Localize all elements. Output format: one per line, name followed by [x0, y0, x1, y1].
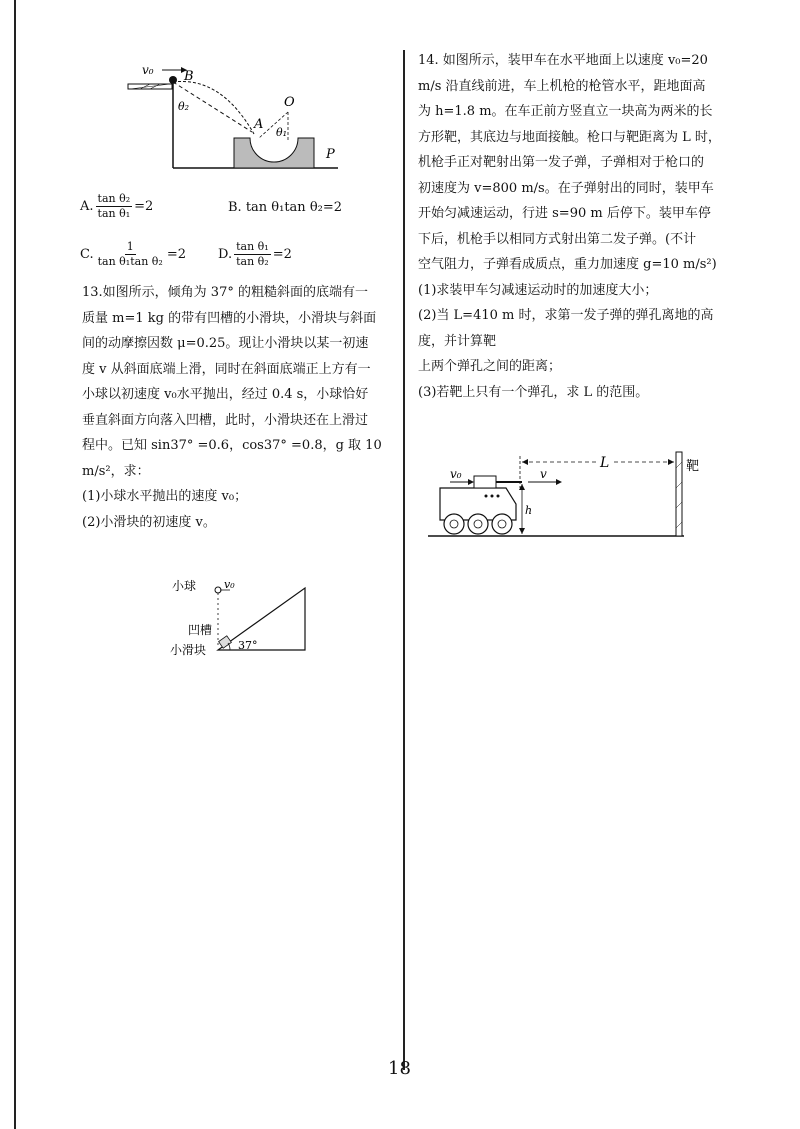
- q14-line: 下后，机枪手以相同方式射出第二发子弹。(不计: [418, 231, 697, 247]
- q13-line: 小球以初速度 v₀水平抛出，经过 0.4 s，小球恰好: [82, 387, 369, 402]
- label-A: A: [254, 117, 264, 132]
- label-O: O: [284, 95, 295, 110]
- option-D-prefix: D.: [218, 247, 233, 262]
- option-A-denominator: tan θ₁: [97, 207, 131, 220]
- q13-line: 垂直斜面方向落入凹槽，此时，小滑块还在上滑过: [82, 412, 369, 428]
- armored-vehicle: [440, 476, 522, 534]
- label-ball: 小球: [172, 579, 197, 593]
- option-D-eq: =2: [272, 247, 292, 262]
- label-theta1: θ₁: [276, 126, 288, 139]
- option-D-denominator: tan θ₂: [236, 255, 269, 268]
- question-14: [418, 48, 730, 405]
- label-h: h: [525, 504, 533, 517]
- grooved-block: [234, 138, 314, 168]
- q14-line: 空气阻力，子弹看成质点，重力加速度 g=10 m/s²): [418, 257, 717, 272]
- option-B-text: B. tan θ₁tan θ₂=2: [228, 200, 343, 215]
- q13-line: 间的动摩擦因数 μ=0.25。现让小滑块以某一初速: [82, 336, 369, 351]
- label-v: v: [540, 467, 547, 481]
- label-target: 靶: [686, 459, 700, 474]
- q14-sub1: (1)求装甲车匀减速运动时的加速度大小；: [418, 282, 658, 298]
- q14-line: m/s 沿直线前进，车上机枪的枪管水平，距地面高: [418, 78, 706, 94]
- q13-line: 13.如图所示，倾角为 37° 的粗糙斜面的底端有一: [82, 285, 368, 300]
- q13-line: m/s²，求：: [82, 463, 150, 479]
- label-theta2: θ₂: [178, 100, 190, 113]
- label-slider: 小滑块: [170, 643, 207, 657]
- figure-q12: [126, 58, 356, 176]
- label-L: L: [600, 455, 610, 471]
- q13-line: 度 v 从斜面底端上滑，同时在斜面底端正上方有一: [82, 361, 371, 377]
- q14-line: 开始匀减速运动，行进 s=90 m 后停下。装甲车停: [418, 206, 711, 221]
- q14-sub3: (3)若靶上只有一个弹孔，求 L 的范围。: [418, 384, 649, 400]
- label-v0: v₀: [450, 467, 462, 481]
- label-v0: v₀: [142, 63, 154, 77]
- option-A-numerator: tan θ₂: [97, 192, 131, 205]
- option-C-eq: =2: [166, 247, 186, 262]
- q14-line: 为 h=1.8 m。在车正前方竖直立一块高为两米的长: [418, 104, 713, 119]
- left-margin-rule: [14, 0, 16, 1129]
- q14-sub2b: 度，并计算靶: [418, 333, 497, 349]
- page-number: 18: [388, 1058, 411, 1079]
- q13-sub2: (2)小滑块的初速度 v。: [82, 514, 216, 530]
- option-C-denominator: tan θ₁tan θ₂: [97, 255, 163, 268]
- option-A-prefix: A.: [80, 199, 94, 214]
- label-groove: 凹槽: [188, 623, 213, 637]
- option-D-numerator: tan θ₁: [236, 240, 269, 253]
- question-13: [82, 280, 387, 535]
- option-A-eq: =2: [134, 199, 154, 214]
- column-divider: [403, 50, 405, 1070]
- option-B: [228, 200, 342, 215]
- option-C: [80, 240, 186, 269]
- option-A: [80, 192, 153, 221]
- q13-sub1: (1)小球水平抛出的速度 v₀；: [82, 489, 248, 504]
- label-angle: 37°: [238, 639, 258, 652]
- label-P: P: [326, 147, 335, 162]
- label-v0: v₀: [224, 578, 235, 591]
- q13-line: 程中。已知 sin37° =0.6，cos37° =0.8，g 取 10: [82, 438, 382, 453]
- q14-line: 方形靶，其底边与地面接触。枪口与靶距离为 L 时，: [418, 129, 721, 145]
- option-C-numerator: 1: [126, 240, 134, 253]
- figure-q13: [168, 570, 318, 660]
- option-D: [218, 240, 292, 269]
- q14-sub2c: 上两个弹孔之间的距离；: [418, 359, 562, 374]
- figure-q14: [428, 448, 718, 548]
- q14-line: 初速度为 v=800 m/s。在子弹射出的同时，装甲车: [418, 180, 714, 196]
- q14-sub2a: (2)当 L=410 m 时，求第一发子弹的弹孔离地的高: [418, 308, 714, 323]
- q14-line: 机枪手正对靶射出第一发子弹，子弹相对于枪口的: [418, 155, 705, 170]
- option-C-prefix: C.: [80, 247, 94, 262]
- q13-line: 质量 m=1 kg 的带有凹槽的小滑块，小滑块与斜面: [82, 310, 377, 326]
- target-board: [676, 452, 682, 536]
- label-B: B: [184, 69, 194, 84]
- incline: [218, 588, 305, 650]
- q14-line: 14. 如图所示，装甲车在水平地面上以速度 v₀=20: [418, 53, 708, 68]
- ball: [169, 76, 177, 84]
